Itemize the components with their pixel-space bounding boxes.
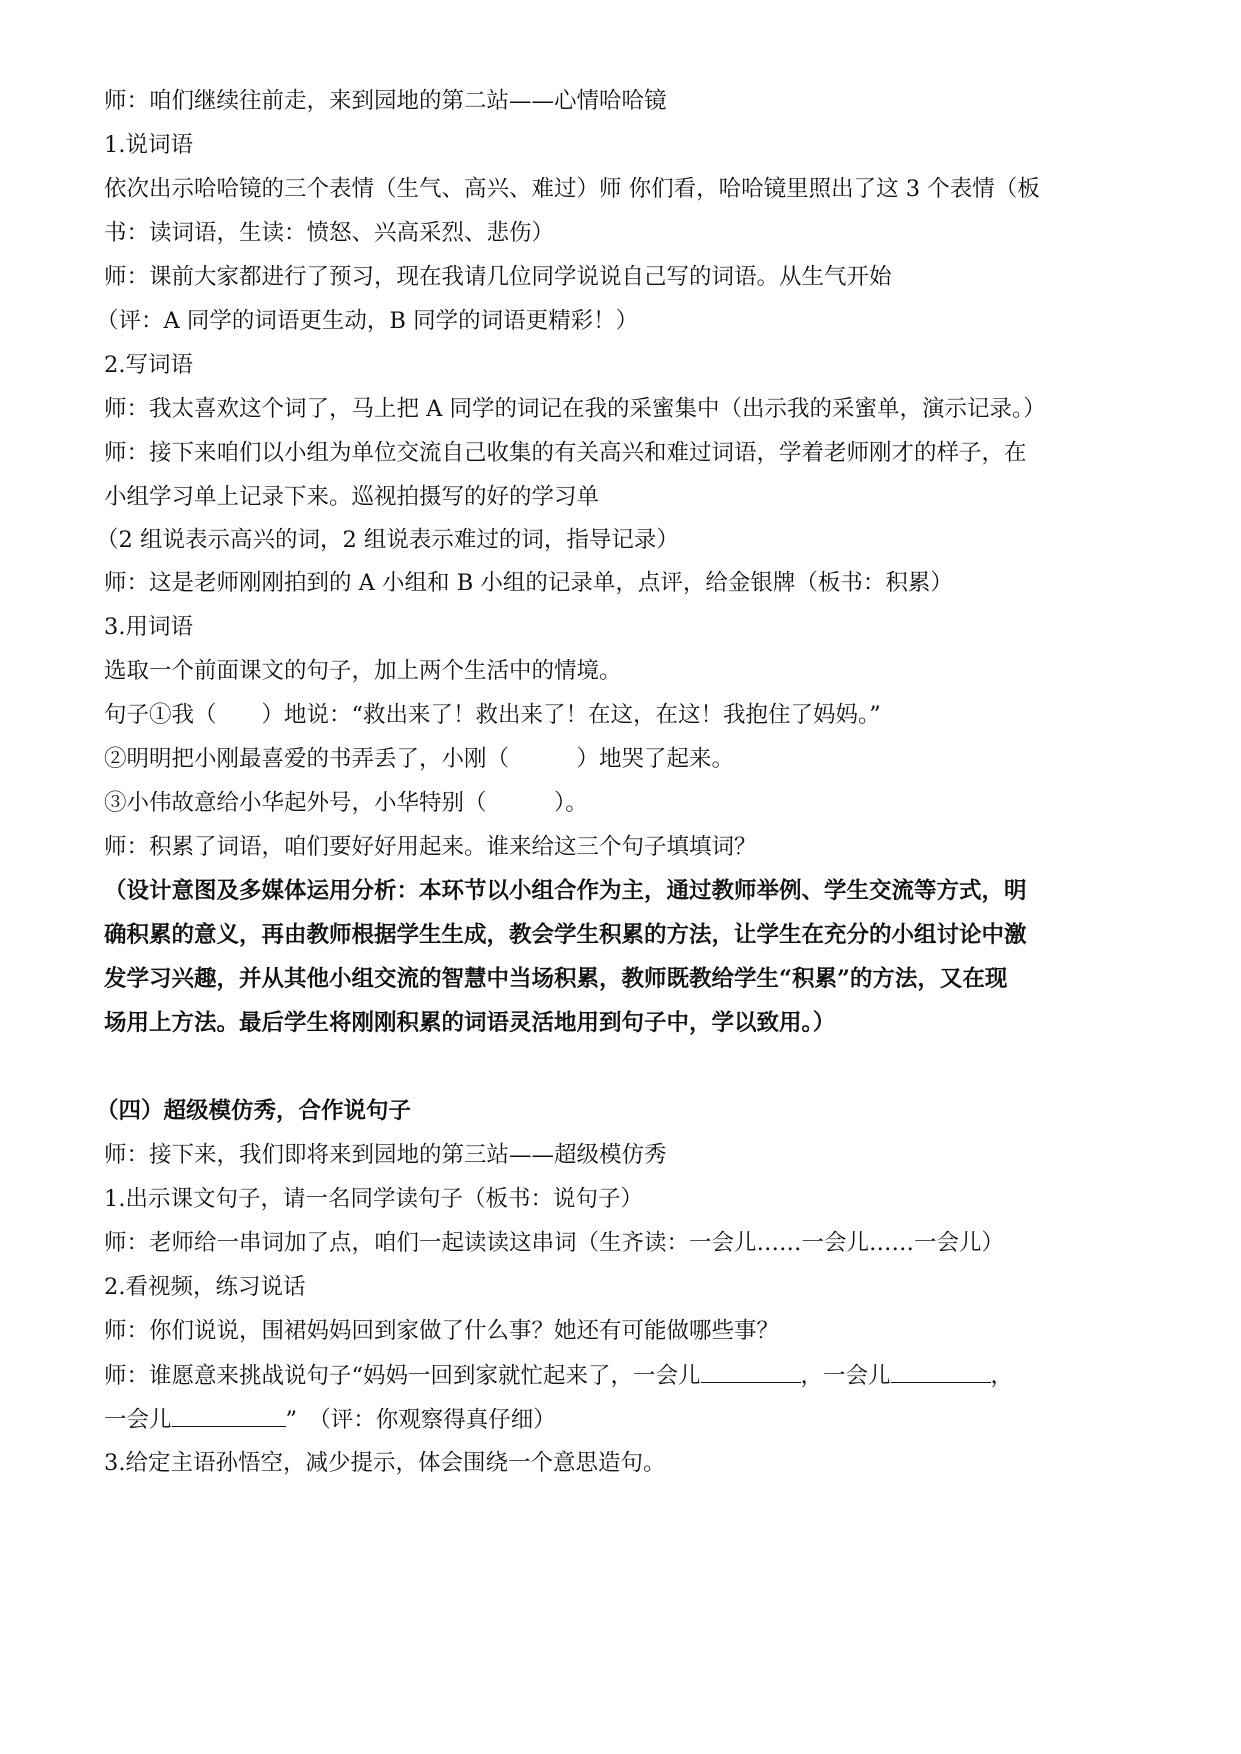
challenge-text-e: ” （评：你观察得真仔细） — [285, 1407, 556, 1433]
section-heading: （四）超级模仿秀，合作说句子 — [96, 1098, 412, 1124]
fill-blank — [701, 1360, 801, 1383]
text-line: 师：这是老师刚刚拍到的 A 小组和 B 小组的记录单，点评，给金银牌（板书：积累） — [104, 570, 953, 596]
text-line: 选取一个前面课文的句子，加上两个生活中的情境。 — [104, 658, 622, 684]
challenge-text-c: ， — [990, 1363, 1014, 1389]
text-line: 师：我太喜欢这个词了，马上把 A 同学的词记在我的采蜜集中（出示我的采蜜单，演示记录。） — [104, 396, 1046, 422]
text-line: 小组学习单上记录下来。巡视拍摄写的好的学习单 — [104, 484, 600, 510]
text-line: 师：老师给一串词加了点，咱们一起读读这串词（生齐读：一会儿……一会儿……一会儿） — [104, 1230, 1005, 1256]
text-line: 1.出示课文句子，请一名同学读句子（板书：说句子） — [104, 1186, 643, 1212]
design-note-line: （设计意图及多媒体运用分析：本环节以小组合作为主，通过教师举例、学生交流等方式，明 — [104, 878, 1027, 904]
design-note-line: 确积累的意义，再由教师根据学生生成，教会学生积累的方法，让学生在充分的小组讨论中激 — [104, 922, 1027, 948]
challenge-text-b: ，一会儿 — [800, 1363, 891, 1389]
text-line: 师：你们说说，围裙妈妈回到家做了什么事？她还有可能做哪些事？ — [104, 1318, 780, 1344]
challenge-text-d: 一会儿 — [104, 1407, 172, 1433]
text-line: 师：积累了词语，咱们要好好用起来。谁来给这三个句子填填词？ — [104, 834, 757, 860]
subheading-watch-video: 2.看视频，练习说话 — [104, 1274, 306, 1300]
text-line: 师：接下来咱们以小组为单位交流自己收集的有关高兴和难过词语，学着老师刚才的样子，在 — [104, 440, 1027, 466]
sentence-2: ②明明把小刚最喜爱的书弄丢了，小刚（ ）地哭了起来。 — [104, 746, 735, 772]
text-line: （评：A 同学的词语更生动，B 同学的词语更精彩！） — [96, 308, 639, 334]
fill-blank — [891, 1360, 991, 1383]
challenge-line — [104, 1360, 1013, 1391]
sentence-1: 句子①我（ ）地说：“救出来了！救出来了！在这，在这！我抱住了妈妈。” — [104, 702, 881, 728]
subheading-write-words: 2.写词语 — [104, 352, 193, 378]
fill-blank — [172, 1404, 286, 1427]
text-line: 3.给定主语孙悟空，减少提示，体会围绕一个意思造句。 — [104, 1450, 666, 1476]
challenge-text-a: 师：谁愿意来挑战说句子“妈妈一回到家就忙起来了，一会儿 — [104, 1363, 701, 1389]
subheading-say-words: 1.说词语 — [104, 132, 193, 158]
text-line: 书：读词语，生读：愤怒、兴高采烈、悲伤） — [104, 220, 555, 246]
text-line: 师：咱们继续往前走，来到园地的第二站——心情哈哈镜 — [104, 88, 667, 114]
challenge-line-2 — [104, 1404, 556, 1435]
text-line: 师：接下来，我们即将来到园地的第三站——超级模仿秀 — [104, 1142, 667, 1168]
text-line: （2 组说表示高兴的词，2 组说表示难过的词，指导记录） — [96, 527, 679, 553]
text-line: 师：课前大家都进行了预习，现在我请几位同学说说自己写的词语。从生气开始 — [104, 264, 892, 290]
design-note-line: 场用上方法。最后学生将刚刚积累的词语灵活地用到句子中，学以致用。） — [104, 1010, 836, 1036]
subheading-use-words: 3.用词语 — [104, 614, 193, 640]
sentence-3: ③小伟故意给小华起外号，小华特别（ ）。 — [104, 790, 588, 816]
text-line: 依次出示哈哈镜的三个表情（生气、高兴、难过）师 你们看，哈哈镜里照出了这 3 个表情（板 — [104, 176, 1040, 202]
design-note-line: 发学习兴趣，并从其他小组交流的智慧中当场积累，教师既教给学生“积累”的方法，又在现 — [104, 966, 1008, 992]
